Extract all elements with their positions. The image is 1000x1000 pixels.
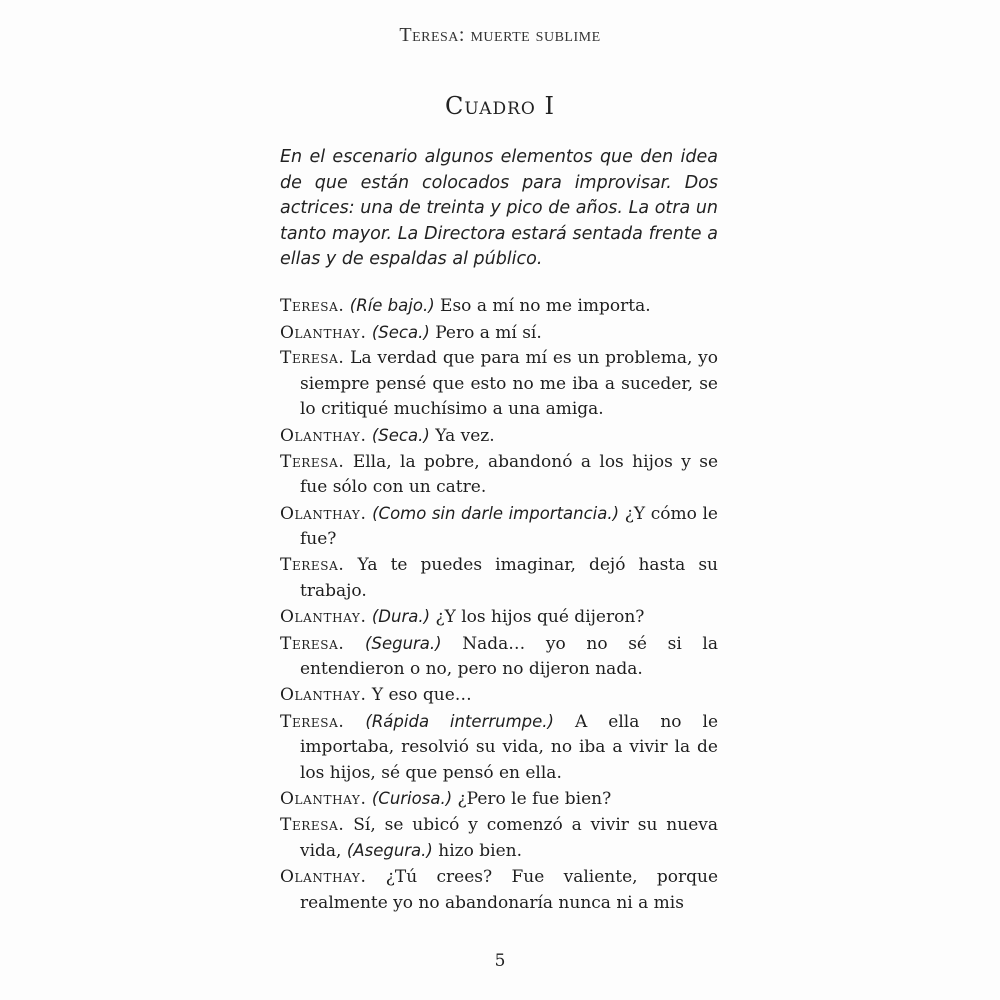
speaker-name: Teresa. — [280, 296, 345, 316]
speech-text: Pero a mí sí. — [435, 322, 542, 343]
speech-text: Nada… yo no sé si la entendieron o no, pero no dijeron nada. — [300, 633, 718, 680]
speech-line — [280, 813, 718, 865]
speech-line — [280, 423, 718, 450]
chapter-title: Cuadro I — [445, 92, 555, 120]
speaker-name: Teresa. — [280, 711, 345, 732]
stage-note: (Ríe bajo.) — [349, 296, 435, 315]
page-number: 5 — [494, 951, 506, 971]
speaker-name: Teresa. — [280, 348, 345, 369]
speech-line — [280, 293, 718, 320]
speaker-name: Olanthay. — [280, 425, 367, 446]
speech-text: ¿Pero le fue bien? — [457, 789, 612, 810]
speech-text: hizo bien. — [438, 841, 522, 862]
speech-line — [280, 786, 718, 813]
speech-text: Y eso que… — [371, 684, 472, 705]
speaker-name: Olanthay. — [280, 684, 367, 705]
speech-text: ¿Y cómo le fue? — [300, 503, 718, 550]
speech-line — [280, 501, 718, 553]
stage-direction: En el escenario algunos elementos que den idea de que están colocados para improvisar. Dos actrices: una de treinta y pico de años. La otra un tanto mayor. La Directora estará sentada frente a ellas y de espaldas al público. — [280, 147, 718, 269]
dialogue-block — [280, 293, 718, 916]
speech-text: Sí, se ubicó y comenzó a vivir su nueva vida, — [300, 814, 719, 862]
speaker-name: Olanthay. — [280, 503, 367, 524]
speech-line — [280, 450, 718, 501]
speech-text: Ya te puedes imaginar, dejó hasta su trabajo. — [300, 554, 718, 601]
speech-line — [280, 709, 718, 787]
speaker-name: Teresa. — [280, 814, 345, 835]
speech-text: Ya vez. — [435, 425, 495, 446]
stage-note: (Curiosa.) — [371, 789, 453, 809]
speech-line — [280, 865, 718, 916]
stage-note: (Dura.) — [371, 607, 431, 627]
speaker-name: Olanthay. — [280, 607, 367, 628]
speaker-name: Teresa. — [280, 554, 345, 575]
speech-text: La verdad que para mí es un problema, yo siempre pensé que esto no me iba a suceder, se lo critiqué muchísimo a una amiga. — [300, 348, 718, 420]
speech-text: Eso a mí no me importa. — [440, 296, 651, 316]
speech-text: ¿Y los hijos qué dijeron? — [435, 607, 645, 628]
speaker-name: Teresa. — [280, 633, 345, 654]
speech-line — [280, 683, 718, 709]
running-head: Teresa: muerte sublime — [399, 24, 601, 46]
speaker-name: Teresa. — [280, 451, 345, 472]
stage-note: (Asegura.) — [346, 841, 433, 861]
speech-line — [280, 553, 718, 604]
stage-note: (Seca.) — [371, 425, 430, 445]
speech-line — [280, 346, 718, 423]
stage-note: (Como sin darle importancia.) — [372, 503, 620, 523]
stage-note: (Segura.) — [365, 633, 442, 653]
speech-text: Ella, la pobre, abandonó a los hijos y se fue sólo con un catre. — [300, 451, 719, 498]
speaker-name: Olanthay. — [280, 867, 367, 888]
speech-text: A ella no le importaba, resolvió su vida, no iba a vivir la de los hijos, sé que pensó en ella. — [300, 711, 719, 783]
speech-text: ¿Tú crees? Fue valiente, porque realmente yo no abandonaría nunca ni a mis — [300, 867, 719, 913]
speech-line — [280, 320, 718, 347]
speaker-name: Olanthay. — [280, 322, 367, 343]
speech-line — [280, 631, 718, 683]
stage-note: (Seca.) — [371, 322, 430, 342]
speaker-name: Olanthay. — [280, 789, 367, 810]
speech-line — [280, 604, 718, 631]
stage-note: (Rápida interrumpe.) — [365, 711, 554, 731]
